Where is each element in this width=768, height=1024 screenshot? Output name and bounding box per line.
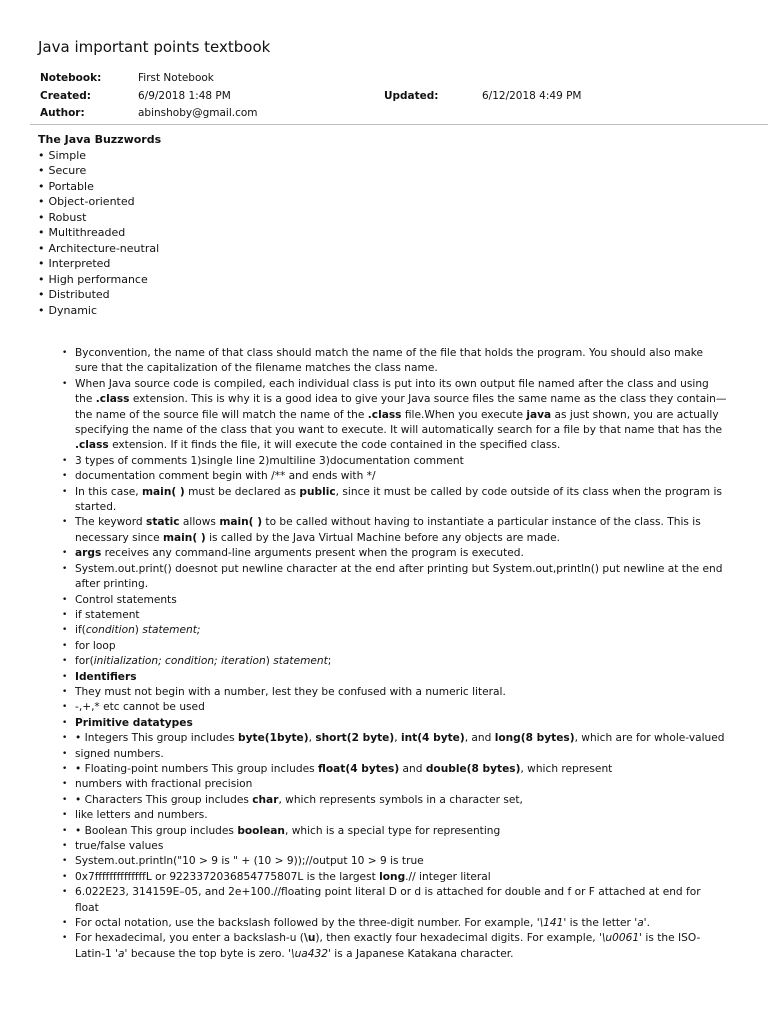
bold-text: main( ): [219, 516, 263, 529]
buzzword-item: [38, 163, 161, 179]
note-list-item: [75, 623, 727, 638]
bullet-icon: •: [38, 195, 45, 208]
created-value: 6/9/2018 1:48 PM: [138, 89, 231, 102]
buzzword-item: [38, 303, 161, 319]
text-run: for(: [75, 655, 94, 668]
buzzword-item: [38, 194, 161, 210]
text-run: .: [646, 917, 650, 930]
text-run: The keyword: [75, 516, 147, 529]
notebook-label: Notebook:: [40, 72, 102, 84]
note-list-item: [75, 346, 727, 377]
notebook-value: First Notebook: [138, 72, 214, 84]
text-run: true/false values: [75, 840, 164, 852]
text-run: because the top byte is zero.: [127, 947, 289, 960]
buzzword-item: [38, 241, 161, 257]
text-run: extension. If it finds the file, it will execute the code contained in the specified class.: [108, 439, 561, 452]
note-list-item: [75, 515, 727, 546]
note-list-item: [75, 546, 727, 561]
italic-text: 'a': [634, 917, 647, 930]
buzzword-text: Simple: [48, 148, 87, 162]
text-run: for loop: [75, 639, 116, 652]
text-run: , which represent: [520, 762, 613, 775]
text-run: For hexadecimal, you enter a backslash-u (: [75, 932, 304, 945]
buzzword-text: High performance: [48, 272, 148, 286]
text-run: ,: [308, 732, 316, 745]
buzzword-text: Portable: [48, 179, 94, 193]
note-list-item: [75, 670, 727, 685]
buzzword-item: [38, 287, 161, 303]
text-run: must be declared as: [184, 485, 300, 498]
bold-text: \u: [303, 932, 316, 945]
buzzwords-heading: The Java Buzzwords: [38, 133, 162, 146]
text-run: , which are for whole-valued: [574, 732, 725, 745]
bold-text: float(4 bytes): [318, 762, 400, 775]
text-run: is the letter: [566, 917, 635, 930]
meta-row-author: [40, 105, 740, 123]
text-run: • Floating-point numbers This group includes: [75, 762, 319, 775]
bold-text: byte(1byte): [238, 732, 309, 745]
text-run: • Integers This group includes: [75, 732, 239, 745]
text-run: to be called without having to instantiate a particular instance of the class. This is necessary since: [75, 516, 701, 544]
bullet-icon: •: [38, 226, 45, 239]
text-run: is a Japanese Katakana character.: [330, 947, 514, 960]
note-list-item: [75, 931, 727, 962]
text-run: if statement: [75, 608, 140, 621]
text-run: is the ISO-Latin-1: [75, 932, 701, 960]
note-list-item: [75, 700, 727, 715]
note-list-item: [75, 608, 727, 623]
buzzword-item: [38, 210, 161, 226]
text-run: In this case,: [75, 485, 142, 498]
text-run: • Characters This group includes: [75, 793, 253, 806]
bold-text: public: [299, 485, 336, 498]
bold-text: long: [379, 870, 406, 883]
note-list-item: [75, 639, 727, 654]
note-list-item: [75, 777, 727, 792]
bold-text: int(4 byte): [400, 732, 465, 745]
bold-text: Identifiers: [75, 670, 137, 683]
buzzword-item: [38, 256, 161, 272]
buzzword-text: Distributed: [48, 288, 110, 301]
note-title: Java important points textbook: [38, 38, 271, 56]
note-list-item: [75, 747, 727, 762]
bullet-icon: •: [38, 164, 45, 177]
italic-text: '\u0061': [598, 932, 643, 945]
note-list-item: [75, 839, 727, 854]
text-run: They must not begin with a number, lest they be confused with a numeric literal.: [75, 685, 506, 698]
bullet-icon: •: [38, 179, 45, 193]
note-list-item: [75, 824, 727, 839]
note-list-item: [75, 685, 727, 700]
meta-row-dates: [40, 88, 740, 106]
note-list-item: [75, 593, 727, 608]
updated-label: Updated:: [384, 89, 439, 102]
updated-value: 6/12/2018 4:49 PM: [482, 89, 582, 102]
bold-text: char: [252, 793, 279, 806]
bullet-icon: •: [38, 288, 45, 301]
text-run: is called by the Java Virtual Machine before any objects are made.: [205, 531, 561, 544]
text-run: allows: [179, 516, 220, 529]
text-run: System.out.print() doesnot put newline character at the end after printing but System.out,println() put newline at the end after printing.: [75, 562, 723, 591]
bold-text: static: [146, 516, 180, 529]
buzzword-text: Robust: [48, 210, 87, 224]
buzzword-item: [38, 272, 161, 288]
italic-text: initialization; condition; iteration: [93, 655, 266, 668]
text-run: ), then exactly four hexadecimal digits. For example,: [315, 932, 599, 945]
buzzword-text: Multithreaded: [48, 226, 126, 239]
note-list-item: [75, 854, 727, 869]
text-run: extension. This is why it is a good idea to give your Java source files the same name as the class they contain—the name of the source file will match the name of the: [75, 393, 727, 421]
buzzword-text: Architecture-neutral: [48, 241, 160, 255]
note-list-item: [75, 793, 727, 808]
bold-text: main( ): [142, 485, 185, 498]
note-list-item: [75, 654, 727, 669]
buzzword-text: Secure: [48, 164, 87, 177]
note-list-item: [75, 916, 727, 931]
text-run: ): [265, 655, 274, 668]
buzzword-text: Object-oriented: [48, 195, 135, 208]
text-run: System.out.println("10 > 9 is " + (10 > 9));//output 10 > 9 is true: [75, 855, 424, 868]
note-list-item: [75, 762, 727, 777]
bold-text: .class: [367, 408, 402, 421]
bold-text: args: [75, 547, 102, 560]
italic-text: '\141': [536, 917, 567, 930]
bold-text: double(8 bytes): [425, 762, 521, 775]
note-list-item: [75, 469, 727, 484]
text-run: 3 types of comments 1)single line 2)multiline 3)documentation comment: [75, 454, 464, 467]
text-run: 6.022E23, 314159E–05, and 2e+100.//floating point literal D or d is attached for double and f or F attached at end for float: [75, 886, 701, 914]
buzzword-text: Interpreted: [48, 257, 111, 270]
text-run: When Java source code is compiled, each individual class is put into its own output file named after the class and using the: [75, 377, 709, 406]
bold-text: short(2 byte): [315, 732, 395, 745]
text-run: and: [399, 762, 426, 775]
text-run: file.When you execute: [401, 408, 527, 421]
bold-text: main( ): [162, 531, 206, 544]
text-run: numbers with fractional precision: [75, 778, 253, 791]
bullet-icon: •: [38, 148, 45, 162]
text-run: documentation comment begin with /** and ends with */: [75, 470, 376, 483]
text-run: receives any command-line arguments present when the program is executed.: [101, 547, 524, 560]
note-list-item: [75, 377, 727, 454]
bullet-icon: •: [38, 303, 45, 317]
italic-text: statement;: [142, 624, 201, 637]
note-list-item: [75, 562, 727, 593]
italic-text: statement: [273, 655, 328, 668]
buzzword-text: Dynamic: [48, 303, 98, 317]
text-run: .// integer literal: [405, 870, 491, 883]
text-run: 0x7ffffffffffffffL or 9223372036854775807L is the largest: [75, 870, 380, 883]
text-run: ): [134, 624, 143, 637]
text-run: • Boolean This group includes: [75, 824, 238, 837]
header-divider: [30, 124, 768, 125]
buzzword-item: [38, 148, 161, 164]
created-label: Created:: [40, 89, 91, 102]
bullet-icon: •: [38, 241, 45, 255]
author-value: abinshoby@gmail.com: [138, 107, 258, 119]
buzzwords-section: [38, 132, 161, 318]
note-list-item: [75, 870, 727, 885]
italic-text: 'a': [115, 947, 128, 960]
bold-text: .class: [95, 393, 130, 406]
bold-text: Primitive datatypes: [75, 716, 193, 729]
text-run: like letters and numbers.: [75, 809, 208, 822]
meta-row-notebook: [40, 70, 740, 88]
author-label: Author:: [40, 107, 85, 119]
bullet-icon: •: [38, 257, 45, 270]
note-list-item: [75, 485, 727, 516]
text-run: Byconvention, the name of that class should match the name of the file that holds the program. You should also make sure that the capitalization of the filename matches the class name.: [75, 347, 704, 375]
text-run: -,+,* etc cannot be used: [75, 701, 205, 714]
text-run: signed numbers.: [75, 747, 164, 760]
text-run: if(: [75, 624, 86, 637]
italic-text: '\ua432': [288, 947, 331, 960]
italic-text: condition: [85, 624, 135, 637]
buzzword-item: [38, 225, 161, 241]
bold-text: .class: [75, 439, 109, 452]
text-run: Control statements: [75, 593, 177, 606]
note-list-item: [75, 731, 727, 746]
bullet-icon: •: [38, 272, 45, 286]
text-run: For octal notation, use the backslash followed by the three-digit number. For example,: [75, 917, 537, 930]
bold-text: boolean: [237, 824, 285, 837]
bullet-icon: •: [38, 210, 45, 224]
buzzwords-list: [38, 148, 161, 319]
text-run: , which is a special type for representing: [284, 824, 501, 837]
note-list-item: [75, 454, 727, 469]
note-list-item: [75, 716, 727, 731]
bold-text: long(8 bytes): [494, 732, 575, 745]
note-list-item: [75, 885, 727, 916]
text-run: ;: [327, 655, 332, 668]
text-run: , which represents symbols in a character set,: [278, 793, 523, 806]
text-run: , and: [464, 732, 495, 745]
note-metadata: [40, 70, 740, 123]
buzzword-item: [38, 179, 161, 195]
note-list-item: [75, 808, 727, 823]
notes-list: [75, 346, 727, 962]
bold-text: java: [526, 408, 552, 421]
text-run: as just shown, you are actually specifying the name of the class that you want to execute. It will automatically search for a file by that name that has the: [75, 408, 723, 437]
text-run: ,: [394, 732, 401, 745]
text-run: , since it must be called by code outside of its class when the program is started.: [75, 485, 722, 514]
